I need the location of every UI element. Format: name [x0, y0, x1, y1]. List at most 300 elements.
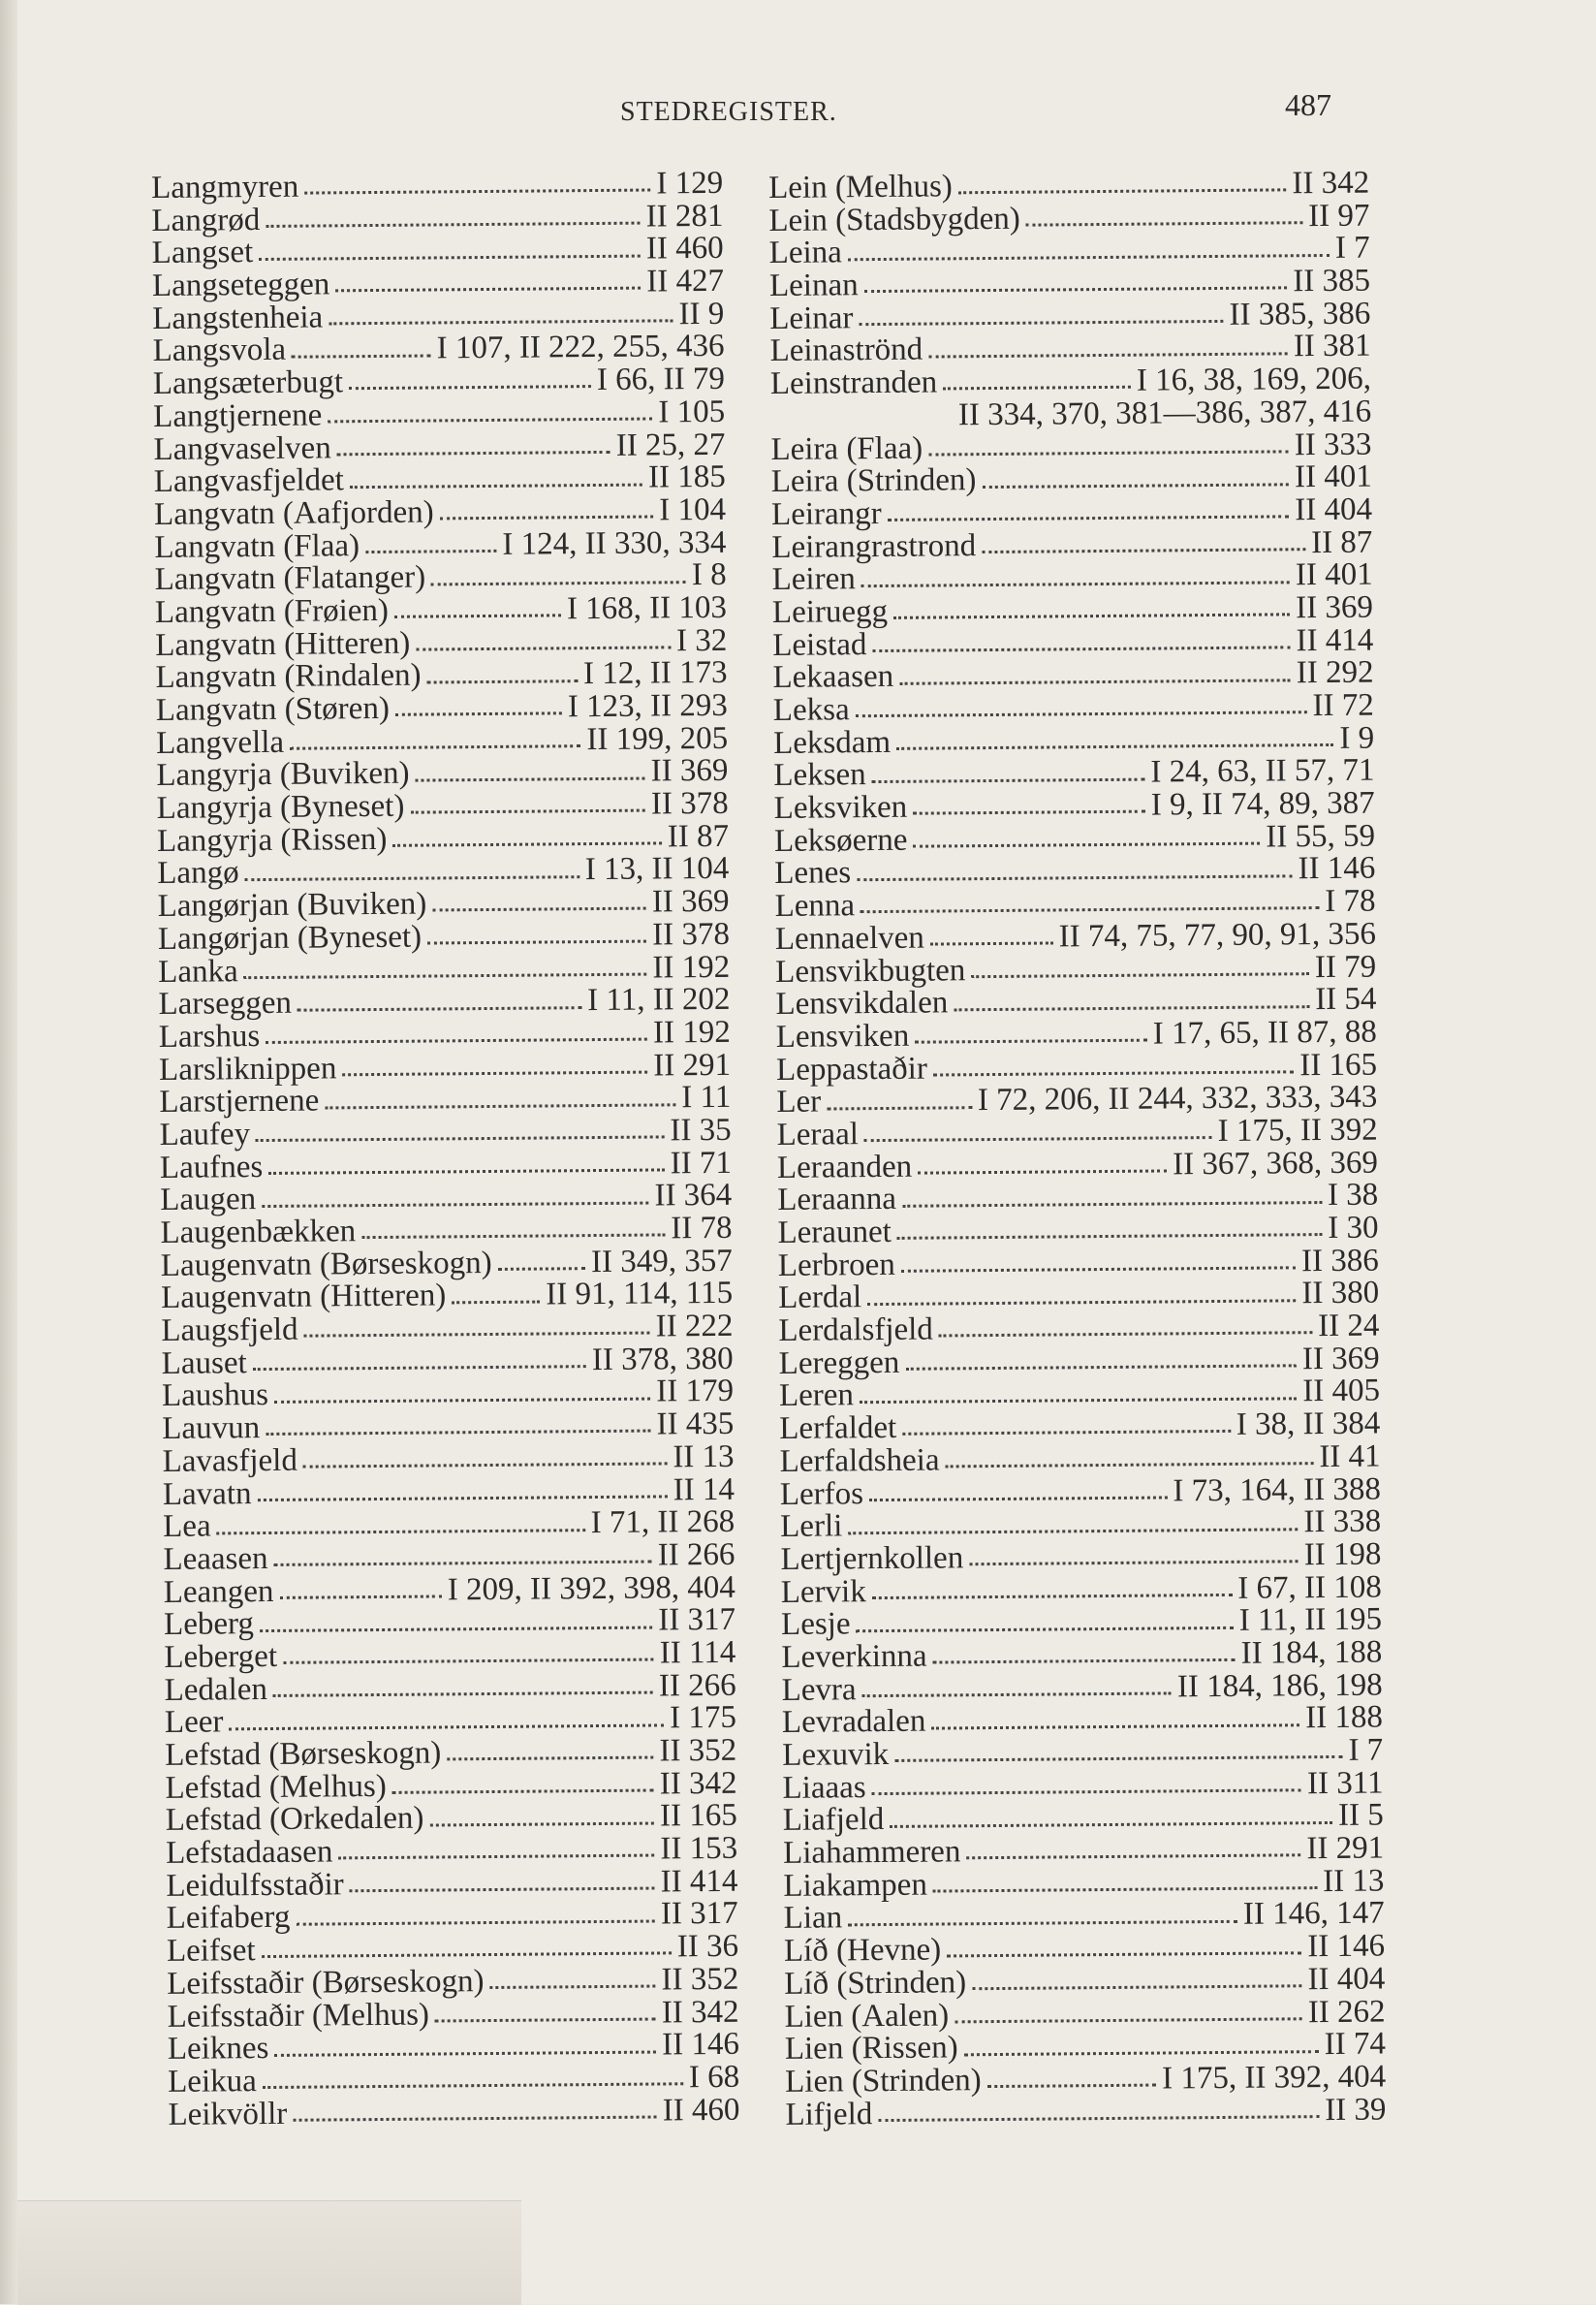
- entry-reference: II 405: [1302, 1373, 1381, 1409]
- dot-leader: [894, 1755, 1342, 1762]
- entry-reference: II 352: [659, 1732, 737, 1769]
- entry-place-name: Leidulfsstaðir: [166, 1867, 344, 1904]
- entry-place-name: Leraanden: [776, 1149, 913, 1185]
- entry-place-name: Langstenheia: [152, 300, 324, 336]
- dot-leader: [971, 972, 1309, 978]
- entry-place-name: Leraal: [776, 1117, 860, 1152]
- entry-reference: II 317: [658, 1602, 736, 1638]
- entry-reference: II 192: [652, 949, 731, 986]
- entry-place-name: Langsæterbugt: [152, 364, 344, 402]
- entry-reference: I 78: [1325, 883, 1376, 920]
- entry-reference: II 460: [662, 2092, 740, 2129]
- page-binding-edge: [0, 0, 17, 2304]
- dot-leader: [292, 354, 431, 358]
- index-entry: [778, 1245, 1379, 1282]
- entry-reference: II 14: [673, 1471, 735, 1507]
- index-entry: [158, 984, 730, 1022]
- entry-reference: II 41: [1319, 1438, 1381, 1474]
- entry-place-name: Larseggen: [158, 985, 293, 1023]
- dot-leader: [901, 1266, 1296, 1273]
- dot-leader: [452, 1300, 540, 1304]
- entry-place-name: Leaasen: [163, 1540, 268, 1577]
- entry-reference: II 165: [1299, 1047, 1378, 1083]
- dot-leader: [349, 386, 591, 391]
- entry-place-name: Laugen: [160, 1182, 257, 1218]
- entry-place-name: Leira (Strinden): [770, 462, 977, 500]
- entry-reference: I 9: [1339, 720, 1375, 756]
- entry-reference: I 13, II 104: [584, 851, 730, 888]
- dot-leader: [498, 1267, 585, 1271]
- dot-leader: [260, 1626, 652, 1632]
- entry-reference: II 404: [1295, 491, 1373, 528]
- entry-place-name: Leraanna: [777, 1182, 897, 1218]
- entry-reference: II 146: [661, 2026, 740, 2063]
- entry-place-name: Leikua: [168, 2064, 257, 2100]
- entry-reference: II 146, 147: [1242, 1895, 1385, 1933]
- dot-leader: [913, 842, 1260, 848]
- entry-reference: II 79: [1314, 949, 1377, 985]
- entry-place-name: Laufey: [159, 1117, 251, 1152]
- entry-reference: II 311: [1306, 1765, 1384, 1801]
- entry-reference: I 30: [1328, 1210, 1379, 1247]
- entry-reference: I 73, 164, II 388: [1173, 1471, 1382, 1508]
- entry-reference: II 266: [657, 1536, 735, 1573]
- index-entry: [777, 1275, 1380, 1316]
- entry-place-name: Lefstad (Børseskogn): [165, 1735, 442, 1773]
- index-entry: [151, 198, 724, 238]
- dot-leader: [954, 2017, 1302, 2023]
- entry-place-name: Leina: [768, 235, 843, 271]
- index-entry: [162, 1405, 735, 1447]
- entry-reference: II 378, 380: [591, 1341, 734, 1377]
- page-corner-shadow: [17, 2200, 521, 2305]
- entry-place-name: Leppastaðir: [775, 1051, 928, 1088]
- index-entry: [774, 820, 1375, 858]
- entry-reference: I 8: [691, 557, 727, 593]
- entry-place-name: Lerfaldet: [779, 1410, 897, 1447]
- entry-place-name: Levra: [781, 1671, 857, 1708]
- dot-leader: [872, 1594, 1233, 1599]
- dot-leader: [429, 1821, 654, 1826]
- entry-reference: I 124, II 330, 334: [502, 524, 727, 562]
- index-entry: [770, 458, 1372, 500]
- index-entry: [780, 1473, 1381, 1511]
- entry-reference: II 435: [656, 1405, 735, 1442]
- index-entry: [771, 526, 1372, 564]
- entry-reference: II 386: [1300, 1243, 1379, 1279]
- dot-leader: [869, 1496, 1167, 1501]
- dot-leader: [954, 1005, 1309, 1011]
- entry-reference: II 114: [659, 1634, 736, 1671]
- entry-reference: I 68: [688, 2059, 740, 2096]
- entry-place-name: Leifaberg: [166, 1900, 291, 1937]
- index-entry: [785, 2061, 1386, 2099]
- entry-place-name: Lefstad (Orkedalen): [165, 1800, 424, 1839]
- index-entry: [157, 916, 731, 957]
- index-entry: [168, 2094, 739, 2131]
- entry-place-name: Lian: [783, 1900, 843, 1937]
- index-entry: [165, 1669, 736, 1707]
- entry-place-name: Levradalen: [781, 1703, 926, 1741]
- dot-leader: [872, 777, 1145, 782]
- dot-leader: [335, 287, 641, 293]
- entry-reference: II 55, 59: [1266, 818, 1376, 855]
- entry-place-name: Laufnes: [159, 1149, 264, 1185]
- entry-reference: I 175, II 392: [1217, 1112, 1378, 1149]
- index-entry: [777, 1177, 1379, 1218]
- entry-place-name: Lauset: [161, 1344, 247, 1381]
- index-entry: [161, 1278, 733, 1315]
- entry-place-name: Lifjeld: [785, 2096, 873, 2132]
- index-entry: [165, 1732, 737, 1773]
- running-title: STEDREGISTER.: [620, 97, 837, 127]
- entry-place-name: Lavatn: [162, 1475, 252, 1512]
- entry-place-name: Liakampen: [783, 1867, 928, 1904]
- entry-reference: II 165: [659, 1798, 737, 1834]
- entry-place-name: Langørjan (Buviken): [157, 886, 427, 925]
- entry-place-name: Leberget: [164, 1638, 278, 1675]
- dot-leader: [297, 1006, 581, 1012]
- entry-reference: II 25, 27: [615, 426, 726, 463]
- index-entry: [772, 624, 1373, 662]
- index-entry: [154, 461, 726, 499]
- entry-place-name: Leistad: [772, 626, 867, 663]
- entry-place-name: Lien (Strinden): [785, 2063, 982, 2100]
- entry-reference: II 364: [654, 1178, 733, 1214]
- dot-leader: [982, 483, 1289, 489]
- entry-reference: I 107, II 222, 255, 436: [436, 329, 725, 366]
- entry-place-name: Lekaasen: [772, 659, 894, 696]
- dot-leader: [872, 646, 1290, 652]
- dot-leader: [862, 1691, 1172, 1697]
- index-entry: [780, 1503, 1382, 1545]
- entry-place-name: Laushus: [161, 1377, 269, 1414]
- entry-reference: II 185: [647, 459, 726, 495]
- entry-place-name: Lenes: [774, 855, 852, 892]
- dot-leader: [1026, 221, 1302, 226]
- entry-place-name: Leira (Flaa): [770, 430, 923, 467]
- entry-reference: II 78: [671, 1210, 733, 1247]
- entry-reference: I 105: [658, 394, 726, 430]
- dot-leader: [361, 1234, 665, 1240]
- dot-leader: [244, 972, 647, 979]
- entry-place-name: Leiruegg: [771, 593, 889, 630]
- entry-place-name: Langsvola: [152, 332, 287, 369]
- entry-reference: I 38, II 384: [1236, 1405, 1381, 1442]
- index-entry: [782, 1732, 1384, 1773]
- index-entry: [775, 918, 1376, 956]
- index-entry: [783, 1895, 1385, 1937]
- dot-leader: [274, 2050, 656, 2056]
- entry-reference: II 292: [1296, 654, 1374, 691]
- dot-leader: [293, 2115, 656, 2121]
- entry-reference: II 24: [1318, 1308, 1380, 1344]
- index-entry: [162, 1375, 734, 1413]
- entry-place-name: Lefstadaasen: [165, 1834, 333, 1871]
- dot-leader: [337, 451, 610, 456]
- entry-place-name: Leverkinna: [781, 1638, 927, 1675]
- entry-reference: II 39: [1325, 2092, 1387, 2128]
- entry-reference: II 342: [1292, 165, 1370, 202]
- index-entry: [774, 853, 1375, 891]
- index-entry: [776, 1016, 1377, 1054]
- dot-leader: [273, 1691, 653, 1697]
- entry-place-name: Leksa: [772, 692, 850, 728]
- dot-leader: [427, 940, 646, 945]
- dot-leader: [365, 550, 496, 553]
- entry-reference: I 32: [675, 622, 728, 658]
- dot-leader: [338, 1854, 654, 1860]
- entry-place-name: Lenna: [774, 888, 856, 925]
- dot-leader: [304, 1332, 650, 1338]
- index-entry: [775, 951, 1376, 989]
- entry-place-name: Leirangrastrond: [771, 527, 977, 565]
- index-entry: [150, 165, 724, 205]
- entry-reference: I 209, II 392, 398, 404: [447, 1569, 735, 1607]
- index-entry: [782, 1669, 1383, 1707]
- entry-place-name: Lensvikbugten: [775, 952, 966, 990]
- page-number: 487: [1285, 87, 1331, 122]
- entry-reference: II 352: [661, 1961, 739, 1998]
- index-entry: [768, 200, 1369, 237]
- dot-leader: [350, 483, 642, 489]
- entry-reference: II 72: [1312, 687, 1374, 724]
- entry-reference: I 67, II 108: [1237, 1569, 1382, 1606]
- entry-place-name: Lensviken: [775, 1018, 910, 1055]
- entry-place-name: Lien (Aalen): [784, 1997, 950, 2035]
- entry-reference: II 342: [661, 1994, 739, 2030]
- index-entry: [157, 853, 729, 891]
- entry-place-name: Laugsfjeld: [161, 1311, 298, 1349]
- index-entry: [159, 1049, 731, 1087]
- entry-reference: II 381: [1293, 329, 1371, 364]
- index-entry: [160, 1147, 732, 1184]
- dot-leader: [342, 1070, 647, 1076]
- entry-reference: II 97: [1308, 198, 1370, 234]
- entry-reference: II 36: [676, 1928, 739, 1965]
- entry-place-name: Larsliknippen: [158, 1050, 337, 1088]
- entry-reference: II 71: [670, 1145, 733, 1181]
- dot-leader: [902, 1430, 1231, 1436]
- entry-reference: II 401: [1295, 556, 1373, 593]
- entry-reference: II 35: [670, 1112, 732, 1149]
- entry-reference: II 198: [1303, 1536, 1382, 1573]
- entry-place-name: Lereggen: [778, 1344, 900, 1381]
- dot-leader: [928, 352, 1288, 358]
- dot-leader: [303, 1463, 667, 1468]
- index-entry: [784, 1963, 1385, 2001]
- entry-reference: II 380: [1301, 1275, 1380, 1311]
- entry-place-name: Larshus: [158, 1018, 261, 1055]
- entry-place-name: Langyrja (Buviken): [156, 756, 410, 794]
- dot-leader: [947, 1952, 1301, 1958]
- entry-reference: II 9: [678, 296, 725, 332]
- entry-reference: II 262: [1307, 1994, 1386, 2030]
- index-entry: [167, 1961, 739, 2002]
- entry-reference: I 12, II 173: [582, 655, 728, 692]
- dot-leader: [888, 516, 1290, 522]
- entry-place-name: Lauvun: [162, 1410, 261, 1447]
- dot-leader: [259, 254, 641, 260]
- index-entry: [772, 654, 1374, 696]
- dot-leader: [933, 1886, 1317, 1892]
- entry-reference: II 87: [667, 818, 730, 855]
- index-column-left: [150, 165, 740, 2132]
- index-entry: [770, 395, 1371, 433]
- entry-place-name: Langvasfjeldet: [153, 462, 345, 500]
- entry-reference: II 184, 188: [1240, 1634, 1383, 1671]
- dot-leader: [266, 222, 640, 228]
- entry-reference: I 38: [1327, 1177, 1379, 1214]
- index-entry: [167, 1898, 738, 1936]
- index-entry: [781, 1699, 1384, 1741]
- index-entry: [158, 1014, 731, 1055]
- entry-place-name: Liahammeren: [782, 1834, 961, 1871]
- entry-reference: I 175: [670, 1700, 737, 1736]
- index-entry: [159, 1082, 731, 1120]
- entry-reference: II 385, 386: [1229, 296, 1371, 332]
- entry-place-name: Larstjernene: [159, 1083, 320, 1121]
- dot-leader: [861, 581, 1290, 587]
- dot-leader: [933, 1070, 1294, 1076]
- entry-reference: II 369: [650, 753, 729, 789]
- entry-reference: II 401: [1294, 458, 1372, 495]
- dot-leader: [262, 1201, 648, 1207]
- entry-place-name: Laugenvatn (Børseskogn): [160, 1245, 492, 1283]
- index-entry: [777, 1210, 1379, 1250]
- index-entry: [166, 1863, 738, 1904]
- entry-place-name: Lavasfjeld: [162, 1442, 298, 1479]
- index-entry: [162, 1343, 734, 1381]
- entry-reference: II 369: [1296, 589, 1374, 626]
- dot-leader: [939, 1332, 1312, 1338]
- dot-leader: [245, 875, 579, 881]
- dot-leader: [266, 1430, 650, 1436]
- entry-place-name: Lennaelven: [774, 920, 924, 957]
- entry-place-name: Laugenvatn (Hitteren): [160, 1278, 447, 1316]
- entry-place-name: Langørjan (Byneset): [157, 919, 422, 957]
- index-entry: [162, 1438, 735, 1479]
- index-entry: [770, 428, 1371, 466]
- dot-leader: [915, 1039, 1147, 1044]
- dot-leader: [857, 874, 1292, 881]
- index-entry: [153, 428, 725, 466]
- index-entry: [783, 1928, 1386, 1970]
- dot-leader: [274, 1561, 652, 1566]
- dot-leader: [229, 1723, 664, 1730]
- entry-reference: II 367, 368, 369: [1173, 1145, 1379, 1183]
- entry-place-name: Leiknes: [167, 2031, 269, 2068]
- entry-reference: II 404: [1307, 1961, 1386, 1998]
- entry-reference: I 17, 65, II 87, 88: [1152, 1014, 1377, 1052]
- entry-reference: I 11: [681, 1080, 732, 1116]
- entry-reference: II 146: [1307, 1928, 1386, 1965]
- dot-leader: [392, 1789, 654, 1794]
- entry-place-name: Leinan: [768, 268, 859, 304]
- entry-place-name: Leinstranden: [769, 364, 938, 402]
- entry-reference: II 378: [650, 785, 729, 822]
- index-entry: [768, 230, 1370, 271]
- entry-place-name: Lerfaldsheia: [779, 1442, 940, 1479]
- entry-place-name: Lein (Stadsbygden): [768, 201, 1020, 238]
- dot-leader: [872, 1788, 1301, 1795]
- dot-leader: [867, 1299, 1296, 1306]
- entry-place-name: Lexuvik: [782, 1736, 890, 1773]
- dot-leader: [290, 744, 580, 750]
- entry-place-name: Lerli: [780, 1508, 843, 1545]
- dot-leader: [328, 418, 652, 424]
- dot-leader: [435, 2017, 656, 2022]
- entry-place-name: Langvaselven: [153, 429, 331, 467]
- index-entry: [782, 1767, 1383, 1805]
- entry-reference: II 74, 75, 77, 90, 91, 356: [1058, 916, 1377, 955]
- index-entry: [167, 1996, 738, 2034]
- entry-reference: II 153: [660, 1830, 738, 1867]
- dot-leader: [930, 942, 1053, 946]
- entry-place-name: Leksviken: [773, 789, 908, 827]
- entry-place-name: Langset: [151, 235, 254, 271]
- entry-reference: II 188: [1305, 1699, 1384, 1736]
- index-entry: [157, 883, 730, 925]
- entry-place-name: Líð (Strinden): [784, 1965, 967, 2002]
- index-entry: [771, 589, 1374, 630]
- index-entry: [160, 1180, 732, 1217]
- index-entry: [767, 165, 1370, 205]
- dot-leader: [931, 1723, 1299, 1729]
- dot-leader: [964, 2050, 1319, 2056]
- dot-leader: [918, 1169, 1167, 1174]
- dot-leader: [416, 776, 645, 781]
- dot-leader: [860, 1397, 1297, 1404]
- dot-leader: [905, 1364, 1297, 1371]
- entry-reference: II 369: [1301, 1341, 1380, 1376]
- index-entry: [168, 2059, 740, 2100]
- dot-leader: [427, 679, 579, 683]
- dot-leader: [864, 1136, 1212, 1142]
- dot-leader: [296, 1919, 655, 1925]
- index-entry: [779, 1342, 1380, 1380]
- dot-leader: [987, 2084, 1157, 2089]
- entry-reference: II 317: [660, 1896, 738, 1932]
- entry-place-name: Langmyren: [150, 169, 299, 205]
- entry-reference: II 342: [659, 1765, 737, 1802]
- entry-place-name: Lervik: [780, 1573, 866, 1610]
- dot-leader: [266, 1038, 647, 1044]
- index-entry: [164, 1604, 735, 1642]
- entry-reference: II 179: [656, 1374, 735, 1409]
- dot-leader: [258, 1495, 668, 1501]
- entry-place-name: Líð (Hevne): [783, 1932, 942, 1970]
- dot-leader: [304, 189, 650, 195]
- index-entry: [156, 785, 729, 827]
- index-entry: [165, 1702, 736, 1740]
- entry-reference: I 9, II 74, 89, 387: [1150, 785, 1375, 823]
- dot-leader: [432, 907, 646, 912]
- dot-leader: [848, 254, 1330, 261]
- entry-place-name: Lesje: [780, 1606, 851, 1643]
- dot-leader: [217, 1529, 585, 1534]
- dot-leader: [440, 516, 654, 521]
- index-entry: [163, 1503, 735, 1545]
- entry-reference: I 16, 38, 169, 206,: [1136, 361, 1372, 398]
- index-entry: [151, 263, 725, 304]
- index-entry: [156, 755, 728, 793]
- dot-leader: [848, 1528, 1298, 1534]
- index-entry: [166, 1928, 739, 1970]
- index-entry: [785, 2094, 1386, 2131]
- page-header: [620, 87, 1357, 136]
- dot-leader: [279, 1595, 441, 1598]
